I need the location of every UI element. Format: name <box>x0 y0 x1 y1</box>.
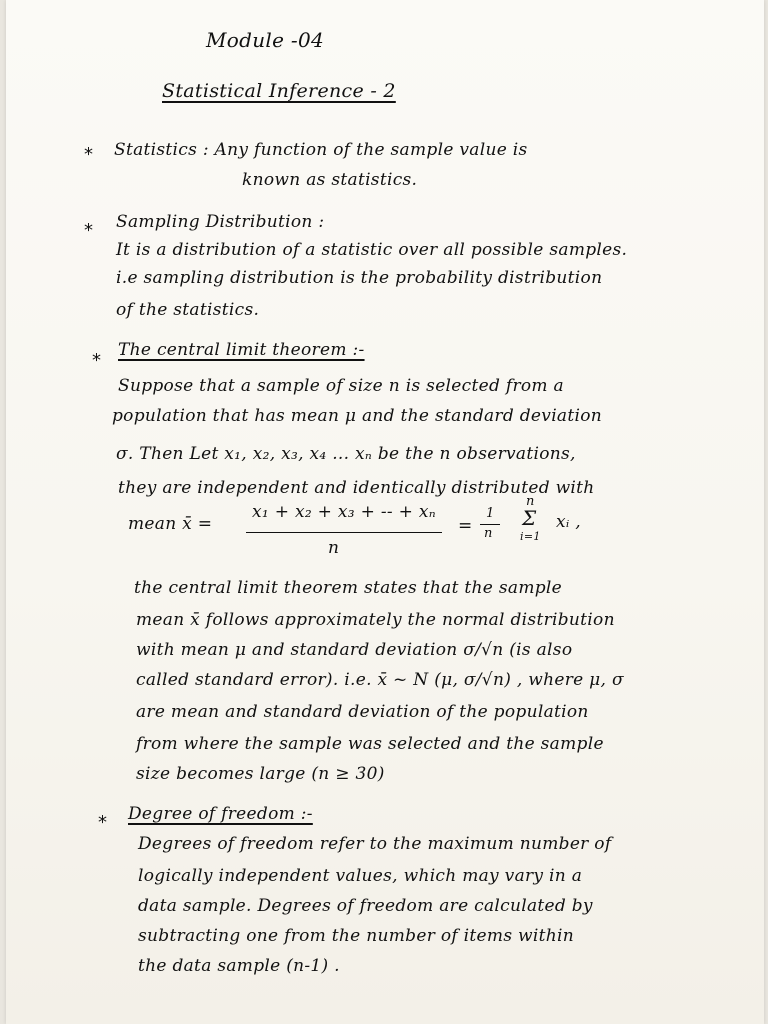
bullet-star-icon: * <box>92 350 101 371</box>
clt-paragraph-line: with mean μ and standard deviation σ/√n (is also <box>136 640 573 660</box>
sum-term: xᵢ , <box>556 512 582 532</box>
sampling-heading: Sampling Distribution : <box>116 212 325 232</box>
clt-paragraph-line: called standard error). i.e. x̄ ~ N (μ, σ/√n) , where μ, σ <box>136 670 624 690</box>
clt-heading: The central limit theorem :- <box>118 340 365 360</box>
dof-paragraph-line: Degrees of freedom refer to the maximum number of <box>138 834 612 854</box>
page-title: Module -04 <box>206 28 324 52</box>
sampling-line-1: It is a distribution of a statistic over all possible samples. <box>116 240 628 260</box>
sum-upper-limit: n <box>526 494 535 509</box>
dof-paragraph-line: the data sample (n-1) . <box>138 956 340 976</box>
clt-paragraph-line: Suppose that a sample of size n is selected from a <box>118 376 564 396</box>
one-over-n-denominator: n <box>484 526 493 541</box>
clt-paragraph-line: population that has mean μ and the standard deviation <box>112 406 603 426</box>
dof-paragraph-line: logically independent values, which may vary in a <box>138 866 583 886</box>
formula-numerator: x₁ + x₂ + x₃ + -- + xₙ <box>252 502 436 522</box>
clt-paragraph-line: they are independent and identically distributed with <box>118 478 595 498</box>
sampling-line-3: of the statistics. <box>116 300 260 320</box>
clt-paragraph-line: from where the sample was selected and the sample <box>136 734 604 754</box>
sum-symbol: Σ <box>522 506 537 530</box>
clt-paragraph-line: the central limit theorem states that the sample <box>134 578 563 598</box>
fraction-bar <box>480 524 500 525</box>
one-over-n-numerator: 1 <box>486 506 495 521</box>
statistics-definition-line-1: Statistics : Any function of the sample value is <box>114 140 528 160</box>
dof-heading: Degree of freedom :- <box>128 804 313 824</box>
dof-paragraph-line: data sample. Degrees of freedom are calculated by <box>138 896 593 916</box>
mean-label: mean x̄ = <box>128 514 213 534</box>
notebook-page <box>6 0 764 1024</box>
sum-lower-limit: i=1 <box>520 530 541 543</box>
clt-paragraph-line: are mean and standard deviation of the population <box>136 702 589 722</box>
fraction-bar <box>246 532 442 533</box>
bullet-star-icon: * <box>84 144 93 165</box>
formula-equals: = <box>458 516 473 536</box>
statistics-definition-line-2: known as statistics. <box>242 170 418 190</box>
clt-paragraph-line: size becomes large (n ≥ 30) <box>136 764 385 784</box>
sampling-line-2: i.e sampling distribution is the probability distribution <box>116 268 603 288</box>
bullet-star-icon: * <box>84 220 93 241</box>
dof-paragraph-line: subtracting one from the number of items within <box>138 926 574 946</box>
page-subtitle: Statistical Inference - 2 <box>162 80 396 102</box>
clt-paragraph-line: σ. Then Let x₁, x₂, x₃, x₄ ... xₙ be the n observations, <box>116 444 576 464</box>
clt-paragraph-line: mean x̄ follows approximately the normal distribution <box>136 610 615 630</box>
bullet-star-icon: * <box>98 812 107 833</box>
formula-denominator: n <box>328 538 340 558</box>
